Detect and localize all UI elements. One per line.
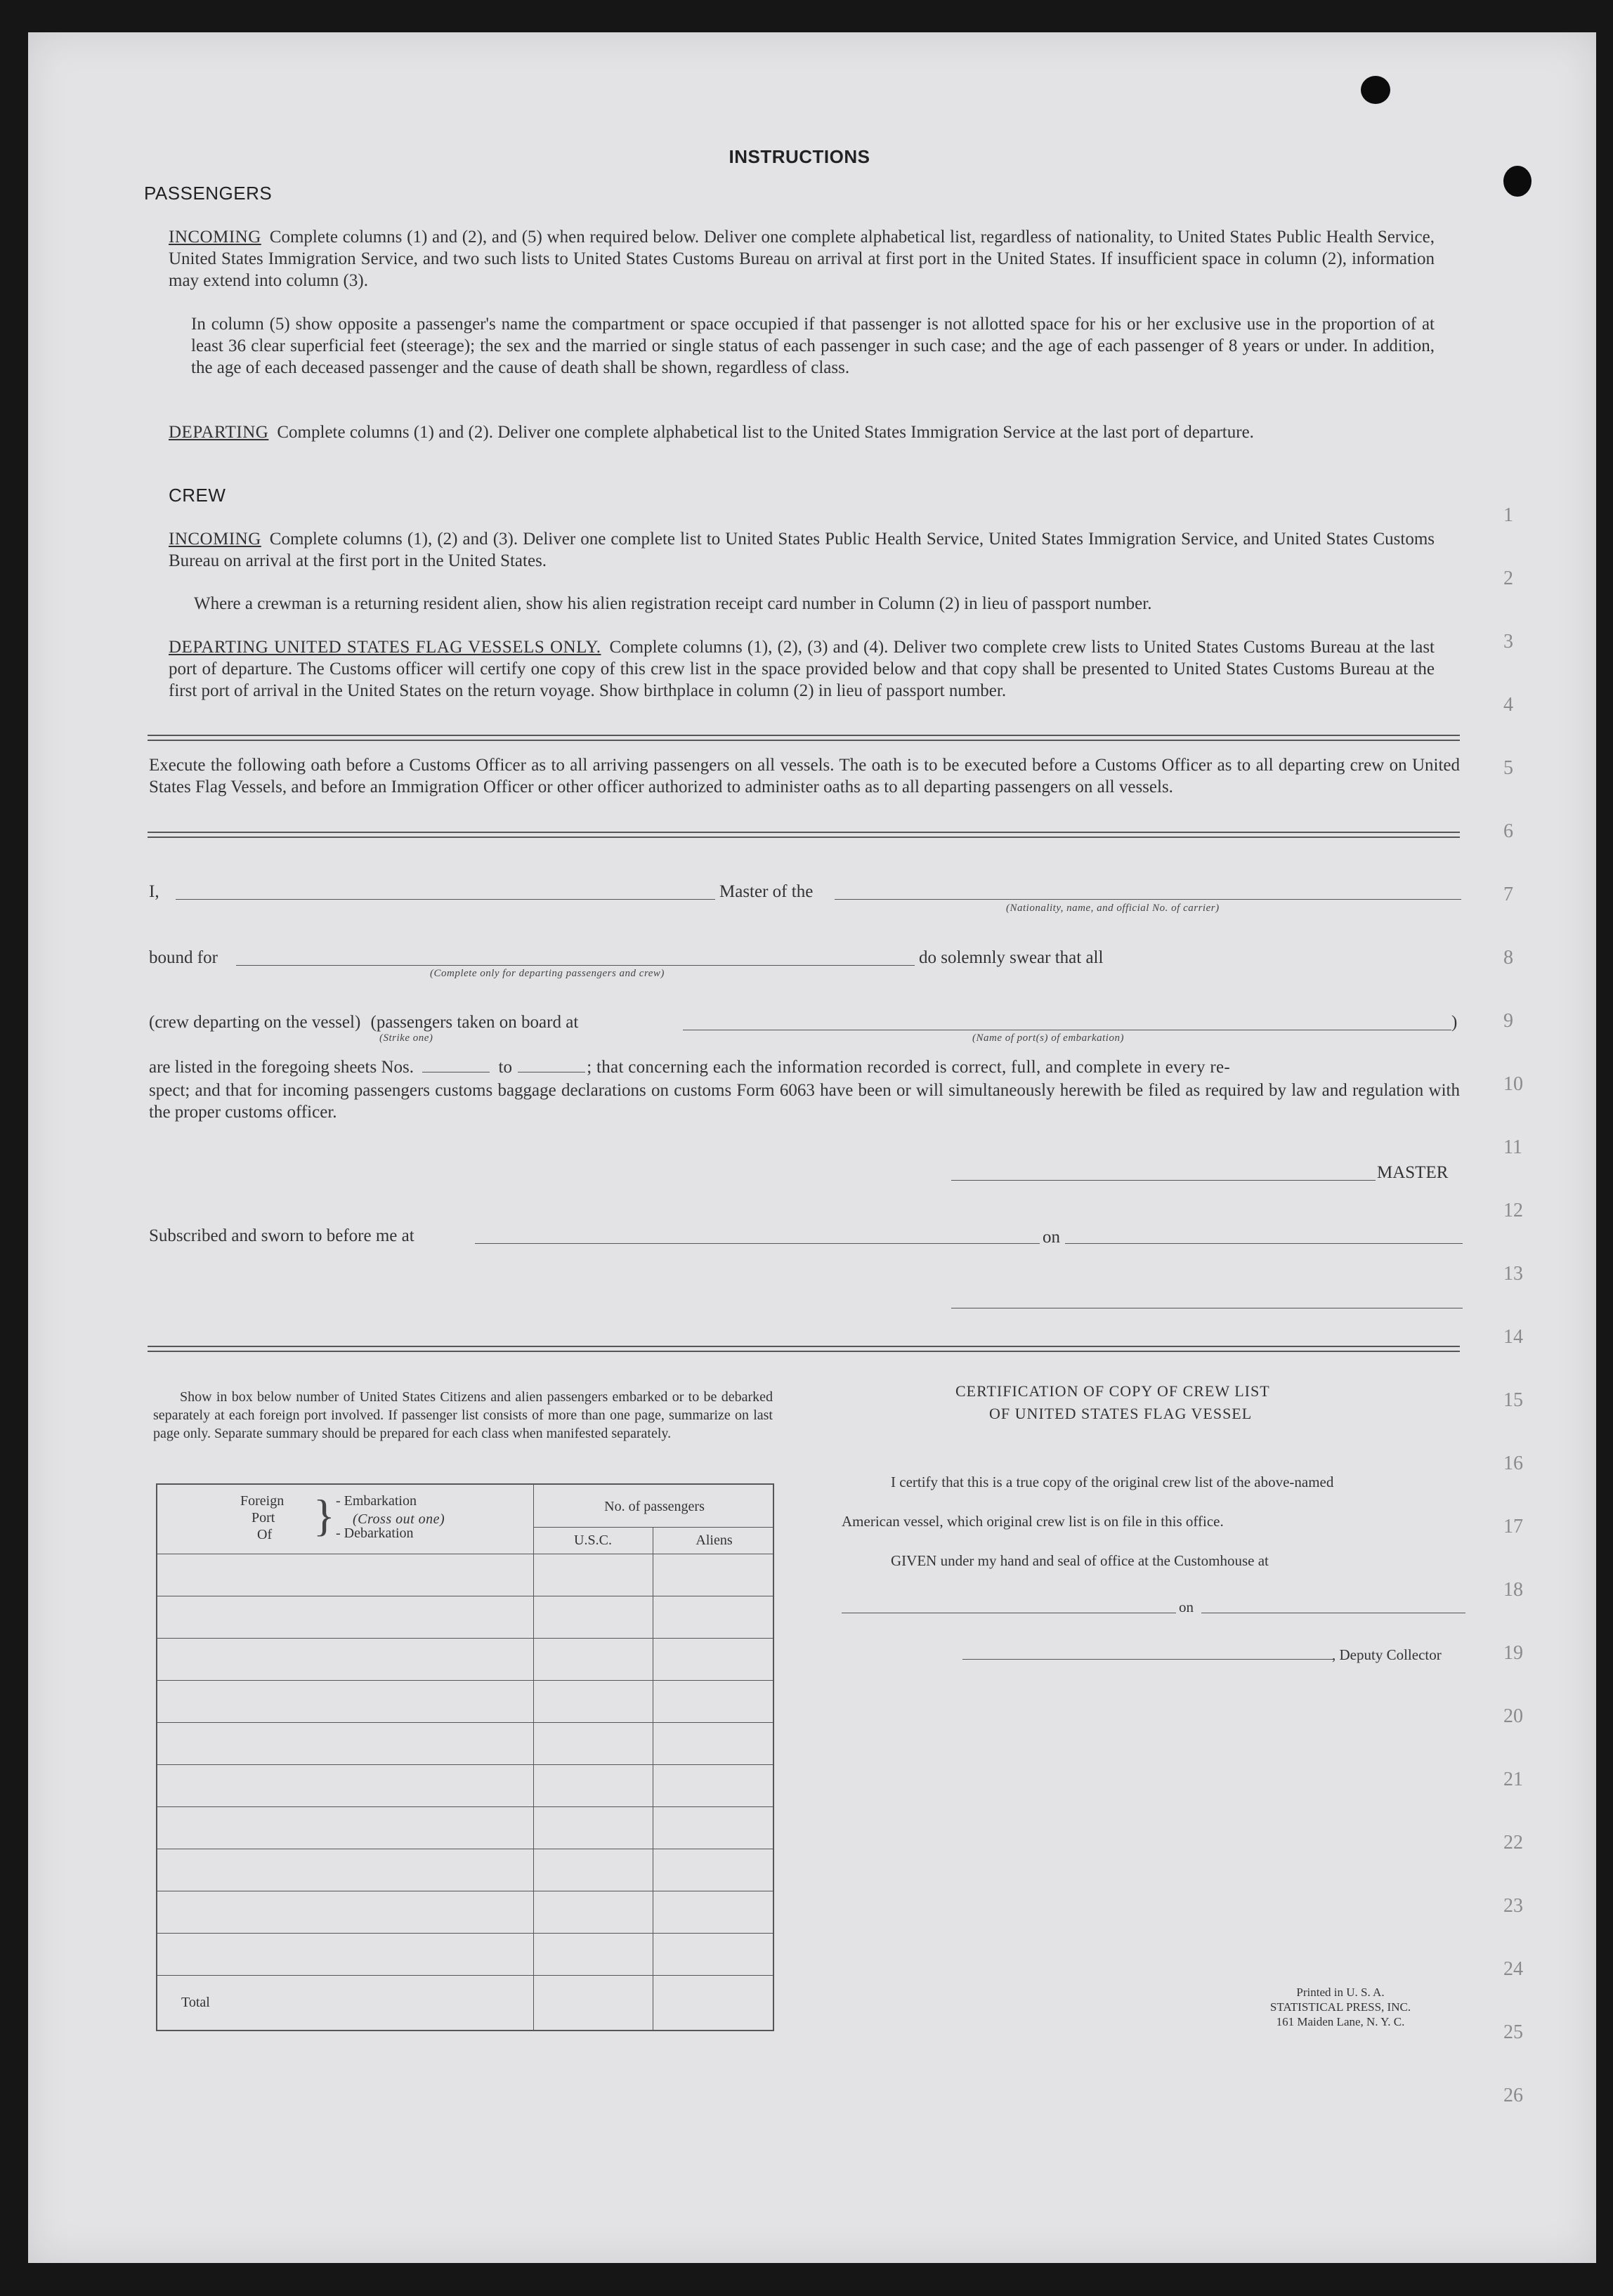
margin-number: 7 (1503, 884, 1513, 905)
margin-number: 19 (1503, 1642, 1523, 1664)
margin-number: 21 (1503, 1769, 1523, 1790)
carrier-hint: (Nationality, name, and official No. of carrier) (1006, 903, 1220, 914)
passenger-summary-table (156, 1483, 774, 2031)
col-debarkation: - Debarkation (336, 1526, 414, 1541)
passengers-departing-text: Complete columns (1) and (2). Deliver one complete alphabetical list to the United States Immigration Service at the last port of departure. (277, 423, 1254, 442)
passengers-incoming-text: Complete columns (1) and (2), and (5) when required below. Deliver one complete alphabetical list, regardless of nationality, to United States Public Health Service, United States Immigration Service, and two such lists to United States Customs Bureau on arrival at first port in the United States. If insufficient space in column (2), information may extend into column (3). (169, 228, 1435, 290)
margin-number: 23 (1503, 1895, 1523, 1917)
passengers-departing-paragraph (169, 421, 1435, 443)
margin-number: 18 (1503, 1579, 1523, 1601)
listed-sheets-text: are listed in the foregoing sheets Nos. (149, 1058, 414, 1077)
listed-sheets-line (149, 1058, 1460, 1077)
margin-number: 2 (1503, 568, 1513, 589)
ports-hint: (Name of port(s) of embarkation) (972, 1032, 1124, 1044)
row-total-label: Total (181, 1995, 210, 2010)
oath-intro: Execute the following oath before a Customs Officer as to all arriving passengers on all vessels. The oath is to be executed before a Customs Officer as to all departing crew on United States Flag Vessels, and before an Immigration Officer or other officer authorized to administer oaths as to all departing passengers on all vessels. (149, 756, 1460, 796)
margin-number: 5 (1503, 757, 1513, 779)
col-cross-out-hint: (Cross out one) (353, 1511, 445, 1527)
crew-departing-label: DEPARTING UNITED STATES FLAG VESSELS ONLY. (169, 638, 601, 657)
oath-i-label: I, (149, 882, 159, 901)
passengers-heading: PASSENGERS (144, 183, 273, 204)
section-divider-2 (148, 832, 1460, 838)
margin-number: 1 (1503, 504, 1513, 526)
bound-for-label: bound for (149, 948, 218, 967)
margin-number: 26 (1503, 2085, 1523, 2106)
bound-for-hint: (Complete only for departing passengers and crew) (430, 968, 665, 979)
margin-number: 16 (1503, 1452, 1523, 1474)
crew-resident-paragraph: Where a crewman is a returning resident alien, show his alien registration receipt card number in Column (2) in lieu of passport number. (194, 594, 1152, 613)
close-paren: ) (1451, 1013, 1458, 1032)
crew-incoming-paragraph (169, 528, 1435, 572)
master-of-the-label: Master of the (719, 882, 814, 901)
col-foreign-line2: Port (252, 1510, 275, 1526)
margin-number: 3 (1503, 631, 1513, 652)
section-divider-1 (148, 735, 1460, 741)
punch-hole-right (1503, 166, 1532, 197)
certification-line-2: American vessel, which original crew list is on file in this office. (842, 1513, 1224, 1530)
passengers-departing-label: DEPARTING (169, 423, 269, 442)
crew-departing-text: Complete columns (1), (2), (3) and (4). Deliver two complete crew lists to United States Customs Bureau at the last port of departure. The Customs officer will certify one copy of this crew list in the space provided below and that copy shall be presented to United States Customs Bureau at the first port of arrival in the United States on the return voyage. Show birthplace in column (2) in lieu of passport number. (169, 638, 1435, 700)
passengers-column5-paragraph: In column (5) show opposite a passenger's name the compartment or space occupied if that passenger is not allotted space for his or her exclusive use in the proportion of at least 36 clear superficial feet (steerage); the sex and the married or single status of each passenger in such case; and the age of each passenger of 8 years or under. In addition, the age of each deceased passenger and the cause of death shall be shown, regardless of class. (191, 315, 1435, 377)
subscribed-label: Subscribed and sworn to before me at (149, 1226, 414, 1245)
printer-line-2: STATISTICAL PRESS, INC. (1269, 2000, 1411, 2014)
margin-number: 13 (1503, 1263, 1523, 1285)
certification-heading-2: OF UNITED STATES FLAG VESSEL (989, 1405, 1253, 1422)
margin-number: 12 (1503, 1200, 1523, 1221)
passengers-incoming-label: INCOMING (169, 228, 261, 247)
to-label: to (498, 1058, 512, 1077)
brace: } (313, 1490, 335, 1540)
passengers-taken-text-option: (passengers taken on board at (370, 1013, 579, 1032)
strike-one-hint: (Strike one) (379, 1032, 433, 1044)
deputy-collector-signature-field[interactable] (962, 1659, 1333, 1660)
margin-number: 15 (1503, 1389, 1523, 1411)
col-no-passengers: No. of passengers (604, 1499, 705, 1514)
crew-departing-paragraph (169, 636, 1435, 702)
master-signature-label: MASTER (1377, 1163, 1449, 1182)
margin-number: 10 (1503, 1073, 1523, 1095)
margin-number: 24 (1503, 1958, 1523, 1980)
col-usc: U.S.C. (574, 1533, 612, 1548)
printer-imprint (1235, 1985, 1446, 2029)
margin-number: 17 (1503, 1516, 1523, 1537)
certification-heading-1: CERTIFICATION OF COPY OF CREW LIST (955, 1382, 1270, 1400)
sworn-on-label: on (1043, 1228, 1060, 1247)
crew-departing-option (149, 1013, 578, 1032)
printer-line-3: 161 Maiden Lane, N. Y. C. (1276, 2015, 1405, 2028)
margin-number: 9 (1503, 1010, 1513, 1032)
printer-line-1: Printed in U. S. A. (1296, 1986, 1385, 1999)
sheet-from-field[interactable] (422, 1058, 490, 1072)
margin-number: 25 (1503, 2021, 1523, 2043)
certification-line-3: GIVEN under my hand and seal of office at the Customhouse at (891, 1552, 1269, 1569)
col-foreign-line1: Foreign (240, 1493, 285, 1509)
page-title: INSTRUCTIONS (729, 146, 870, 167)
margin-number: 14 (1503, 1326, 1523, 1348)
certification-line-1: I certify that this is a true copy of the original crew list of the above-named (891, 1474, 1334, 1490)
master-name-field[interactable] (176, 899, 715, 900)
margin-number: 4 (1503, 694, 1513, 716)
sheet-to-field[interactable] (518, 1058, 585, 1072)
sworn-place-field[interactable] (475, 1243, 1040, 1244)
passengers-incoming-paragraph (169, 226, 1435, 291)
crew-heading: CREW (169, 485, 226, 506)
margin-number: 22 (1503, 1832, 1523, 1854)
master-signature-field[interactable] (951, 1180, 1376, 1181)
summary-instructions: Show in box below number of United States Citizens and alien passengers embarked or to be debarked separately at each foreign port involved. If passenger list consists of more than one page, summarize on last page only. Separate summary should be prepared for each class when manifested separately. (153, 1389, 773, 1441)
crew-incoming-text: Complete columns (1), (2) and (3). Deliver one complete list to United States Public Health Service, United States Immigration Service, and United States Customs Bureau on arrival at the first port in the United States. (169, 530, 1435, 570)
col-embarkation: - Embarkation (336, 1493, 417, 1509)
deputy-collector-label: , Deputy Collector (1332, 1646, 1442, 1663)
sworn-date-field[interactable] (1065, 1243, 1463, 1244)
crew-incoming-label: INCOMING (169, 530, 261, 549)
crew-departing-text-option: (crew departing on the vessel) (149, 1013, 361, 1032)
section-divider-3 (148, 1346, 1460, 1352)
certification-on-label: on (1179, 1599, 1194, 1615)
margin-number: 6 (1503, 820, 1513, 842)
margin-number: 11 (1503, 1136, 1522, 1158)
oath-declaration-continuation: spect; and that for incoming passengers customs baggage declarations on customs Form 6063 have been or will simultaneously herewith be filed as required by law and regulation with the proper customs officer. (149, 1081, 1460, 1122)
col-foreign-line3: Of (257, 1527, 273, 1542)
swear-label: do solemnly swear that all (919, 948, 1104, 967)
col-aliens: Aliens (696, 1533, 733, 1548)
carrier-field[interactable] (835, 899, 1461, 900)
bound-for-field[interactable] (236, 965, 915, 966)
margin-number: 8 (1503, 947, 1513, 969)
punch-hole-top (1361, 76, 1390, 104)
margin-number: 20 (1503, 1705, 1523, 1727)
listed-sheets-continuation: ; that concerning each the information recorded is correct, full, and complete in every re- (587, 1058, 1231, 1077)
